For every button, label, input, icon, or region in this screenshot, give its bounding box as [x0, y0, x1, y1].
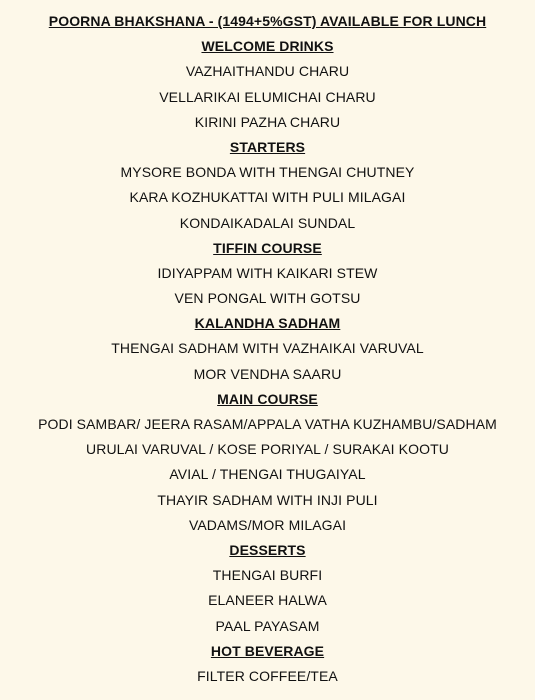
- menu-item: ELANEER HALWA: [208, 592, 327, 609]
- section-welcome-drinks: [0, 34, 535, 135]
- menu-item: PODI SAMBAR/ JEERA RASAM/APPALA VATHA KUZHAMBU/SADHAM: [38, 416, 497, 432]
- section-heading: DESSERTS: [229, 541, 306, 558]
- section-heading: STARTERS: [229, 138, 306, 155]
- menu-item: VELLARIKAI ELUMICHAI CHARU: [159, 88, 376, 105]
- section-kalandha-sadham: [0, 311, 535, 387]
- section-starters: [0, 135, 535, 236]
- menu-item: IDIYAPPAM WITH KAIKARI STEW: [157, 264, 378, 281]
- section-heading: TIFFIN COURSE: [213, 239, 322, 256]
- menu-title: POORNA BHAKSHANA - (1494+5%GST) AVAILABLE FOR LUNCH: [48, 13, 487, 29]
- menu-item: VEN PONGAL WITH GOTSU: [174, 290, 361, 307]
- menu-item: PAAL PAYASAM: [215, 617, 320, 634]
- menu-item: KIRINI PAZHA CHARU: [194, 113, 341, 130]
- menu-item: THENGAI BURFI: [212, 567, 323, 584]
- menu-item: AVIAL / THENGAI THUGAIYAL: [169, 466, 366, 483]
- menu-item: MOR VENDHA SAARU: [193, 365, 342, 382]
- menu-item: THENGAI SADHAM WITH VAZHAIKAI VARUVAL: [111, 340, 424, 357]
- section-heading: HOT BEVERAGE: [210, 642, 325, 659]
- menu-item: THAYIR SADHAM WITH INJI PULI: [157, 491, 378, 508]
- section-tiffin-course: [0, 236, 535, 312]
- section-main-course: [0, 387, 535, 538]
- section-heading: MAIN COURSE: [217, 390, 318, 407]
- section-desserts: [0, 538, 535, 639]
- menu-item: KONDAIKADALAI SUNDAL: [179, 214, 356, 231]
- menu-item: VADAMS/MOR MILAGAI: [188, 516, 347, 533]
- menu-item: URULAI VARUVAL / KOSE PORIYAL / SURAKAI KOOTU: [86, 441, 449, 458]
- section-heading: KALANDHA SADHAM: [194, 315, 341, 332]
- menu-item: KARA KOZHUKATTAI WITH PULI MILAGAI: [129, 189, 406, 206]
- section-hot-beverage: [0, 639, 535, 689]
- section-heading: WELCOME DRINKS: [201, 38, 334, 55]
- menu-item: VAZHAITHANDU CHARU: [185, 63, 350, 80]
- menu-item: FILTER COFFEE/TEA: [197, 667, 338, 684]
- menu-item: MYSORE BONDA WITH THENGAI CHUTNEY: [120, 164, 415, 181]
